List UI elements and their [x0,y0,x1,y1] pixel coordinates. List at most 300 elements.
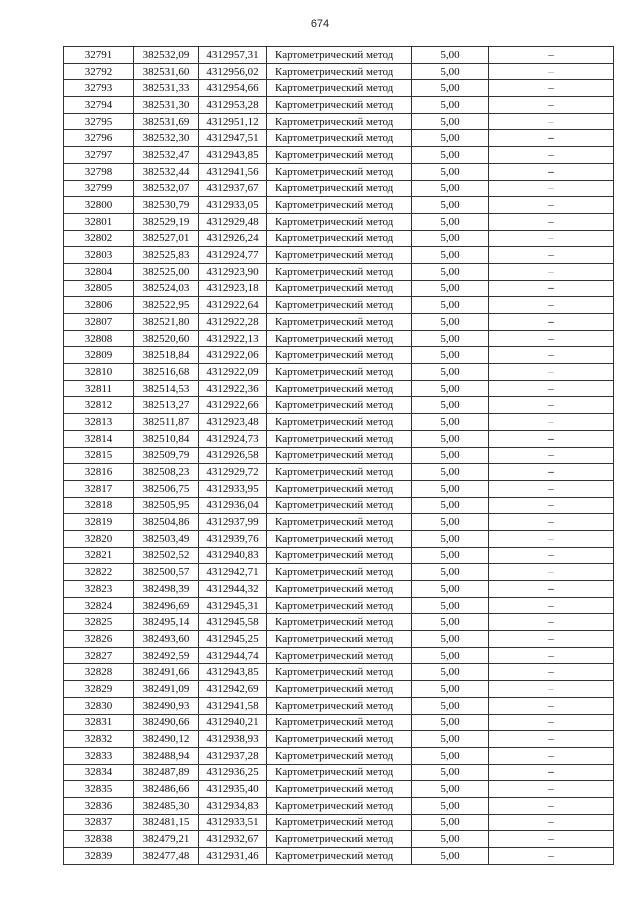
note-cell [489,263,614,280]
note-cell [489,163,614,180]
table-row [64,547,614,564]
method-cell: Картометрический метод [267,380,412,397]
method-cell: Картометрический метод [267,581,412,598]
note-cell [489,347,614,364]
y-coordinate-cell: 4312931,46 [199,848,267,865]
point-number-cell: 32813 [64,414,134,431]
y-coordinate-cell: 4312922,28 [199,314,267,331]
table-row [64,80,614,97]
point-number-cell: 32825 [64,614,134,631]
dash-mark: – [548,382,554,395]
method-cell: Картометрический метод [267,430,412,447]
precision-cell: 5,00 [412,63,489,80]
note-cell [489,330,614,347]
note-cell [489,447,614,464]
y-coordinate-cell: 4312924,73 [199,430,267,447]
table-row [64,497,614,514]
dash-mark: – [548,265,554,278]
note-cell [489,297,614,314]
precision-cell: 5,00 [412,197,489,214]
y-coordinate-cell: 4312957,31 [199,47,267,64]
table-row [64,63,614,80]
dash-mark: – [548,148,554,161]
point-number-cell: 32794 [64,97,134,114]
method-cell: Картометрический метод [267,364,412,381]
table-row [64,464,614,481]
precision-cell: 5,00 [412,831,489,848]
point-number-cell: 32798 [64,163,134,180]
table-row [64,731,614,748]
x-coordinate-cell: 382525,00 [134,263,199,280]
note-cell [489,564,614,581]
table-row [64,347,614,364]
y-coordinate-cell: 4312940,83 [199,547,267,564]
table-row [64,380,614,397]
point-number-cell: 32819 [64,514,134,531]
point-number-cell: 32811 [64,380,134,397]
precision-cell: 5,00 [412,230,489,247]
precision-cell: 5,00 [412,430,489,447]
y-coordinate-cell: 4312944,74 [199,647,267,664]
x-coordinate-cell: 382521,80 [134,314,199,331]
precision-cell: 5,00 [412,130,489,147]
method-cell: Картометрический метод [267,113,412,130]
x-coordinate-cell: 382531,60 [134,63,199,80]
dash-mark: – [548,399,554,412]
method-cell: Картометрический метод [267,63,412,80]
x-coordinate-cell: 382532,30 [134,130,199,147]
method-cell: Картометрический метод [267,180,412,197]
point-number-cell: 32796 [64,130,134,147]
point-number-cell: 32804 [64,263,134,280]
precision-cell: 5,00 [412,664,489,681]
y-coordinate-cell: 4312954,66 [199,80,267,97]
x-coordinate-cell: 382518,84 [134,347,199,364]
point-number-cell: 32791 [64,47,134,64]
note-cell [489,814,614,831]
method-cell: Картометрический метод [267,197,412,214]
point-number-cell: 32831 [64,714,134,731]
note-cell [489,597,614,614]
dash-mark: – [548,766,554,779]
precision-cell: 5,00 [412,414,489,431]
y-coordinate-cell: 4312933,95 [199,480,267,497]
method-cell: Картометрический метод [267,314,412,331]
table-row [64,647,614,664]
method-cell: Картометрический метод [267,848,412,865]
dash-mark: – [548,566,554,579]
coordinates-table [63,46,614,865]
point-number-cell: 32839 [64,848,134,865]
method-cell: Картометрический метод [267,564,412,581]
method-cell: Картометрический метод [267,130,412,147]
dash-mark: – [548,82,554,95]
table-row [64,230,614,247]
y-coordinate-cell: 4312936,25 [199,764,267,781]
note-cell [489,430,614,447]
method-cell: Картометрический метод [267,697,412,714]
point-number-cell: 32828 [64,664,134,681]
dash-mark: – [548,532,554,545]
x-coordinate-cell: 382492,59 [134,647,199,664]
precision-cell: 5,00 [412,397,489,414]
precision-cell: 5,00 [412,564,489,581]
dash-mark: – [548,199,554,212]
note-cell [489,664,614,681]
dash-mark: – [548,432,554,445]
x-coordinate-cell: 382532,07 [134,180,199,197]
precision-cell: 5,00 [412,697,489,714]
x-coordinate-cell: 382481,15 [134,814,199,831]
precision-cell: 5,00 [412,514,489,531]
x-coordinate-cell: 382508,23 [134,464,199,481]
x-coordinate-cell: 382529,19 [134,213,199,230]
note-cell [489,681,614,698]
dash-mark: – [548,332,554,345]
dash-mark: – [548,833,554,846]
note-cell [489,213,614,230]
note-cell [489,113,614,130]
x-coordinate-cell: 382477,48 [134,848,199,865]
y-coordinate-cell: 4312926,24 [199,230,267,247]
method-cell: Картометрический метод [267,47,412,64]
precision-cell: 5,00 [412,631,489,648]
precision-cell: 5,00 [412,681,489,698]
precision-cell: 5,00 [412,280,489,297]
x-coordinate-cell: 382479,21 [134,831,199,848]
method-cell: Картометрический метод [267,263,412,280]
table-row [64,163,614,180]
note-cell [489,47,614,64]
x-coordinate-cell: 382531,33 [134,80,199,97]
note-cell [489,514,614,531]
note-cell [489,180,614,197]
note-cell [489,130,614,147]
precision-cell: 5,00 [412,364,489,381]
precision-cell: 5,00 [412,247,489,264]
method-cell: Картометрический метод [267,831,412,848]
table-row [64,397,614,414]
note-cell [489,530,614,547]
point-number-cell: 32826 [64,631,134,648]
note-cell [489,731,614,748]
x-coordinate-cell: 382530,79 [134,197,199,214]
table-row [64,130,614,147]
dash-mark: – [548,315,554,328]
precision-cell: 5,00 [412,530,489,547]
note-cell [489,464,614,481]
table-row [64,263,614,280]
y-coordinate-cell: 4312937,67 [199,180,267,197]
table-row [64,480,614,497]
y-coordinate-cell: 4312922,06 [199,347,267,364]
x-coordinate-cell: 382532,47 [134,147,199,164]
x-coordinate-cell: 382495,14 [134,614,199,631]
method-cell: Картометрический метод [267,547,412,564]
method-cell: Картометрический метод [267,147,412,164]
point-number-cell: 32792 [64,63,134,80]
y-coordinate-cell: 4312935,40 [199,781,267,798]
x-coordinate-cell: 382510,84 [134,430,199,447]
x-coordinate-cell: 382487,89 [134,764,199,781]
y-coordinate-cell: 4312940,21 [199,714,267,731]
method-cell: Картометрический метод [267,163,412,180]
table-row [64,797,614,814]
point-number-cell: 32812 [64,397,134,414]
dash-mark: – [548,65,554,78]
table-row [64,747,614,764]
y-coordinate-cell: 4312929,48 [199,213,267,230]
x-coordinate-cell: 382532,09 [134,47,199,64]
precision-cell: 5,00 [412,797,489,814]
precision-cell: 5,00 [412,814,489,831]
note-cell [489,714,614,731]
x-coordinate-cell: 382498,39 [134,581,199,598]
y-coordinate-cell: 4312938,93 [199,731,267,748]
dash-mark: – [548,649,554,662]
precision-cell: 5,00 [412,147,489,164]
note-cell [489,97,614,114]
dash-mark: – [548,632,554,645]
y-coordinate-cell: 4312945,58 [199,614,267,631]
x-coordinate-cell: 382493,60 [134,631,199,648]
dash-mark: – [548,365,554,378]
table-row [64,831,614,848]
precision-cell: 5,00 [412,764,489,781]
dash-mark: – [548,132,554,145]
dash-mark: – [548,165,554,178]
dash-mark: – [548,682,554,695]
page-number: 674 [310,18,330,30]
y-coordinate-cell: 4312951,12 [199,113,267,130]
dash-mark: – [548,98,554,111]
point-number-cell: 32832 [64,731,134,748]
x-coordinate-cell: 382514,53 [134,380,199,397]
point-number-cell: 32823 [64,581,134,598]
note-cell [489,480,614,497]
table-row [64,848,614,865]
table-row [64,681,614,698]
method-cell: Картометрический метод [267,464,412,481]
note-cell [489,631,614,648]
note-cell [489,364,614,381]
precision-cell: 5,00 [412,497,489,514]
precision-cell: 5,00 [412,380,489,397]
note-cell [489,414,614,431]
y-coordinate-cell: 4312944,32 [199,581,267,598]
point-number-cell: 32827 [64,647,134,664]
note-cell [489,280,614,297]
dash-mark: – [548,816,554,829]
x-coordinate-cell: 382504,86 [134,514,199,531]
method-cell: Картометрический метод [267,530,412,547]
x-coordinate-cell: 382511,87 [134,414,199,431]
table-row [64,180,614,197]
x-coordinate-cell: 382503,49 [134,530,199,547]
precision-cell: 5,00 [412,213,489,230]
x-coordinate-cell: 382505,95 [134,497,199,514]
y-coordinate-cell: 4312922,13 [199,330,267,347]
y-coordinate-cell: 4312924,77 [199,247,267,264]
point-number-cell: 32817 [64,480,134,497]
x-coordinate-cell: 382485,30 [134,797,199,814]
y-coordinate-cell: 4312922,66 [199,397,267,414]
method-cell: Картометрический метод [267,347,412,364]
precision-cell: 5,00 [412,47,489,64]
dash-mark: – [548,849,554,862]
point-number-cell: 32795 [64,113,134,130]
precision-cell: 5,00 [412,263,489,280]
method-cell: Картометрический метод [267,247,412,264]
x-coordinate-cell: 382491,09 [134,681,199,698]
method-cell: Картометрический метод [267,230,412,247]
precision-cell: 5,00 [412,80,489,97]
point-number-cell: 32833 [64,747,134,764]
dash-mark: – [548,466,554,479]
dash-mark: – [548,799,554,812]
note-cell [489,781,614,798]
x-coordinate-cell: 382531,30 [134,97,199,114]
precision-cell: 5,00 [412,781,489,798]
table-row [64,447,614,464]
precision-cell: 5,00 [412,297,489,314]
precision-cell: 5,00 [412,330,489,347]
x-coordinate-cell: 382520,60 [134,330,199,347]
dash-mark: – [548,48,554,61]
precision-cell: 5,00 [412,547,489,564]
table-row [64,581,614,598]
point-number-cell: 32806 [64,297,134,314]
method-cell: Картометрический метод [267,814,412,831]
note-cell [489,63,614,80]
table-row [64,631,614,648]
table-row [64,714,614,731]
dash-mark: – [548,182,554,195]
x-coordinate-cell: 382502,52 [134,547,199,564]
x-coordinate-cell: 382527,01 [134,230,199,247]
method-cell: Картометрический метод [267,480,412,497]
table-row [64,614,614,631]
precision-cell: 5,00 [412,447,489,464]
table-row [64,280,614,297]
table-row [64,314,614,331]
table-row [64,814,614,831]
table-row [64,113,614,130]
dash-mark: – [548,299,554,312]
point-number-cell: 32797 [64,147,134,164]
precision-cell: 5,00 [412,480,489,497]
y-coordinate-cell: 4312941,56 [199,163,267,180]
point-number-cell: 32834 [64,764,134,781]
note-cell [489,147,614,164]
point-number-cell: 32835 [64,781,134,798]
table-row [64,764,614,781]
y-coordinate-cell: 4312922,64 [199,297,267,314]
x-coordinate-cell: 382524,03 [134,280,199,297]
y-coordinate-cell: 4312953,28 [199,97,267,114]
point-number-cell: 32838 [64,831,134,848]
method-cell: Картометрический метод [267,747,412,764]
method-cell: Картометрический метод [267,597,412,614]
dash-mark: – [548,232,554,245]
x-coordinate-cell: 382496,69 [134,597,199,614]
dash-mark: – [548,115,554,128]
y-coordinate-cell: 4312936,04 [199,497,267,514]
method-cell: Картометрический метод [267,647,412,664]
point-number-cell: 32807 [64,314,134,331]
note-cell [489,797,614,814]
point-number-cell: 32820 [64,530,134,547]
method-cell: Картометрический метод [267,514,412,531]
y-coordinate-cell: 4312929,72 [199,464,267,481]
note-cell [489,547,614,564]
note-cell [489,197,614,214]
y-coordinate-cell: 4312945,25 [199,631,267,648]
method-cell: Картометрический метод [267,213,412,230]
point-number-cell: 32801 [64,213,134,230]
point-number-cell: 32837 [64,814,134,831]
point-number-cell: 32818 [64,497,134,514]
x-coordinate-cell: 382490,66 [134,714,199,731]
note-cell [489,497,614,514]
precision-cell: 5,00 [412,113,489,130]
precision-cell: 5,00 [412,714,489,731]
dash-mark: – [548,499,554,512]
dash-mark: – [548,749,554,762]
table-row [64,213,614,230]
table-row [64,197,614,214]
note-cell [489,848,614,865]
x-coordinate-cell: 382516,68 [134,364,199,381]
y-coordinate-cell: 4312937,28 [199,747,267,764]
point-number-cell: 32802 [64,230,134,247]
y-coordinate-cell: 4312926,58 [199,447,267,464]
y-coordinate-cell: 4312923,48 [199,414,267,431]
point-number-cell: 32800 [64,197,134,214]
method-cell: Картометрический метод [267,631,412,648]
precision-cell: 5,00 [412,180,489,197]
table-row [64,364,614,381]
x-coordinate-cell: 382486,66 [134,781,199,798]
y-coordinate-cell: 4312922,36 [199,380,267,397]
x-coordinate-cell: 382509,79 [134,447,199,464]
table-row [64,97,614,114]
y-coordinate-cell: 4312934,83 [199,797,267,814]
table-row [64,514,614,531]
dash-mark: – [548,733,554,746]
precision-cell: 5,00 [412,848,489,865]
method-cell: Картометрический метод [267,714,412,731]
method-cell: Картометрический метод [267,447,412,464]
note-cell [489,230,614,247]
dash-mark: – [548,349,554,362]
y-coordinate-cell: 4312923,90 [199,263,267,280]
dash-mark: – [548,699,554,712]
y-coordinate-cell: 4312932,67 [199,831,267,848]
point-number-cell: 32793 [64,80,134,97]
point-number-cell: 32836 [64,797,134,814]
method-cell: Картометрический метод [267,414,412,431]
note-cell [489,380,614,397]
dash-mark: – [548,249,554,262]
x-coordinate-cell: 382513,27 [134,397,199,414]
method-cell: Картометрический метод [267,397,412,414]
method-cell: Картометрический метод [267,330,412,347]
method-cell: Картометрический метод [267,280,412,297]
method-cell: Картометрический метод [267,297,412,314]
method-cell: Картометрический метод [267,664,412,681]
y-coordinate-cell: 4312943,85 [199,664,267,681]
